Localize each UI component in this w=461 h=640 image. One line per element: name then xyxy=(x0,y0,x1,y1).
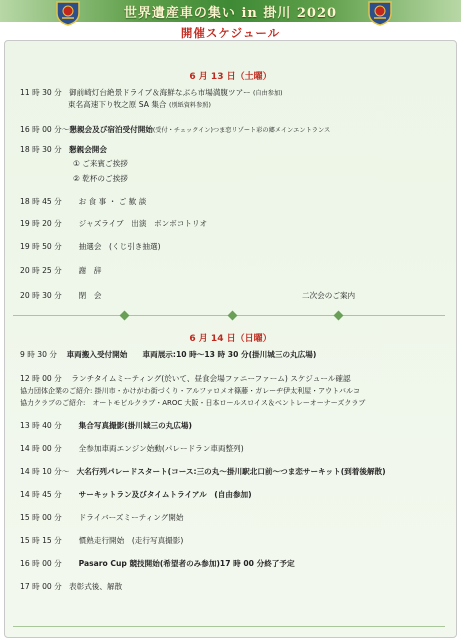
schedule-row: 20 時 30 分 閉 会 xyxy=(20,291,102,300)
section-divider xyxy=(13,626,445,627)
schedule-row: 11 時 30 分 御前崎灯台絶景ドライブ＆海鮮なぶら市場満腹ツアー (自由参加) xyxy=(20,88,283,97)
schedule-row: 協力クラブのご紹介: オートモビルクラブ・AROC 大阪・日本ロールスロイス＆ベントレーオーナーズクラブ xyxy=(20,399,366,407)
schedule-card xyxy=(4,40,457,638)
schedule-row: 12 時 00 分 ランチタイムミーティング(於いて、昼食会場ファニーファーム) スケジュール確認 xyxy=(20,374,351,383)
schedule-row: 協力団体企業のご紹介: 掛川市・かけがわ街づくり・アルファロメオ篠藤・ガレーヂ伊太利屋・アウトバルコ xyxy=(20,387,361,395)
schedule-row: 15 時 15 分 慣熟走行開始 (走行写真撮影) xyxy=(20,536,184,545)
schedule-row: 17 時 00 分 表彰式後、解散 xyxy=(20,582,123,591)
schedule-row: 18 時 45 分 お 食 事 ・ ご 歓 談 xyxy=(20,197,147,206)
page-title: 世界遺産車の集い in 掛川 2020 xyxy=(123,6,338,21)
day1-date: 6 月 13 日（土曜） xyxy=(189,72,272,82)
schedule-row: 9 時 30 分 車両搬入受付開始 車両展示:10 時～13 時 30 分(掛川城三の丸広場) xyxy=(20,350,317,359)
schedule-row: 13 時 40 分 集合写真撮影(掛川城三の丸広場) xyxy=(20,421,192,430)
schedule-row: 19 時 50 分 抽選会 (くじ引き抽選) xyxy=(20,242,161,251)
schedule-row: 16 時 00 分 Pasaro Cup 競技開始(希望者のみ参加)17 時 00 分終了予定 xyxy=(20,559,295,568)
schedule-row: 14 時 10 分～ 大名行列パレードスタート(コース:三の丸～掛川駅北口前～つま恋サーキット(到着後解散) xyxy=(20,467,386,476)
section-divider xyxy=(13,315,445,316)
schedule-row: 19 時 20 分 ジャズライブ 出演 ボンボコトリオ xyxy=(20,219,208,228)
schedule-row: 14 時 45 分 サーキットラン及びタイムトライアル (自由参加) xyxy=(20,490,252,499)
schedule-row: 東名高速下り牧之原 SA 集合 (別紙資料参照) xyxy=(68,100,211,109)
schedule-row: ① ご来賓ご挨拶 xyxy=(73,159,128,168)
schedule-row: 16 時 00 分～懇親会及び宿泊受付開始(受付・チェックイン)つま恋リゾート彩の郷メインエントランス xyxy=(20,125,331,134)
schedule-row: 15 時 00 分 ドライバーズミーティング開始 xyxy=(20,513,184,522)
schedule-row: 18 時 30 分 懇親会開会 xyxy=(20,145,107,154)
schedule-row: 20 時 25 分 謝 辞 xyxy=(20,266,102,275)
schedule-row: 14 時 00 分 全参加車両エンジン始動(パレードラン車両整列) xyxy=(20,444,244,453)
day2-date: 6 月 14 日（日曜） xyxy=(189,334,272,344)
after-party-note: 二次会のご案内 xyxy=(302,291,356,300)
page-subtitle: 開催スケジュール xyxy=(180,26,281,40)
schedule-row: ② 乾杯のご挨拶 xyxy=(73,174,128,183)
